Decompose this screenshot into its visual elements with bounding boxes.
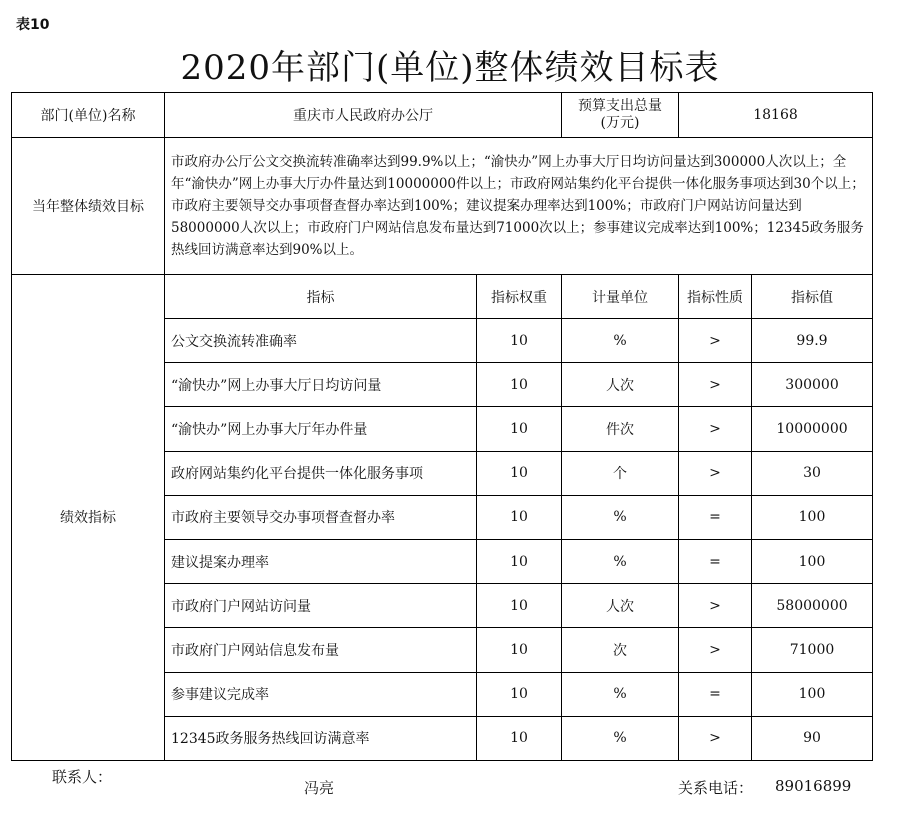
indicator-name: 市政府门户网站访问量 (165, 584, 477, 628)
header-nature: 指标性质 (679, 275, 752, 319)
performance-table (11, 92, 873, 761)
indicator-name: 参事建议完成率 (165, 672, 477, 716)
indicator-nature: > (679, 319, 752, 363)
indicator-weight: 10 (477, 451, 562, 495)
budget-label-line1: 预算支出总量 (578, 98, 662, 114)
indicator-value: 71000 (752, 628, 873, 672)
indicator-weight: 10 (477, 584, 562, 628)
indicator-unit: % (562, 716, 679, 760)
indicator-value: 30 (752, 451, 873, 495)
indicator-nature: = (679, 495, 752, 539)
indicator-header-row (12, 275, 873, 319)
indicator-weight: 10 (477, 628, 562, 672)
indicator-unit: % (562, 539, 679, 583)
indicator-name: “渝快办”网上办事大厅日均访问量 (165, 363, 477, 407)
indicator-weight: 10 (477, 672, 562, 716)
indicator-value: 90 (752, 716, 873, 760)
budget-label (562, 93, 679, 138)
goal-text: 市政府办公厅公文交换流转准确率达到99.9%以上；“渝快办”网上办事大厅日均访问量达到300000人次以上；全年“渝快办”网上办事大厅办件量达到10000000件以上；市政府网站集约化平台提供一体化服务事项达到30个以上；市政府主要领导交办事项督查督办率达到100%；建议提案办理率达到100%；市政府门户网站访问量达到58000000人次以上；市政府门户网站信息发布量达到71000次以上；参事建议完成率达到100%；12345政务服务热线回访满意率达到90%以上。 (165, 138, 873, 275)
phone-value: 89016899 (775, 777, 852, 795)
indicator-name: 公文交换流转准确率 (165, 319, 477, 363)
indicator-value: 10000000 (752, 407, 873, 451)
indicator-nature: > (679, 716, 752, 760)
indicator-nature: = (679, 539, 752, 583)
indicator-unit: % (562, 672, 679, 716)
goal-label: 当年整体绩效目标 (12, 138, 165, 275)
indicator-nature: > (679, 584, 752, 628)
indicator-value: 100 (752, 672, 873, 716)
indicator-nature: > (679, 407, 752, 451)
indicator-weight: 10 (477, 495, 562, 539)
dept-label: 部门(单位)名称 (12, 93, 165, 138)
table-number: 表10 (16, 17, 50, 33)
indicator-unit: 人次 (562, 584, 679, 628)
header-unit: 计量单位 (562, 275, 679, 319)
indicator-name: 市政府门户网站信息发布量 (165, 628, 477, 672)
indicator-weight: 10 (477, 319, 562, 363)
page-title: 2020年部门(单位)整体绩效目标表 (180, 48, 720, 88)
dept-row (12, 93, 873, 138)
indicator-nature: = (679, 672, 752, 716)
indicator-name: 建议提案办理率 (165, 539, 477, 583)
header-value: 指标值 (752, 275, 873, 319)
indicator-unit: 次 (562, 628, 679, 672)
indicator-name: 市政府主要领导交办事项督查督办率 (165, 495, 477, 539)
contact-label: 联系人： (52, 768, 113, 786)
indicator-nature: > (679, 363, 752, 407)
indicator-value: 300000 (752, 363, 873, 407)
header-weight: 指标权重 (477, 275, 562, 319)
indicator-unit: 件次 (562, 407, 679, 451)
indicator-weight: 10 (477, 363, 562, 407)
dept-name: 重庆市人民政府办公厅 (165, 93, 562, 138)
contact-name: 冯亮 (304, 779, 335, 797)
header-name: 指标 (165, 275, 477, 319)
indicator-unit: % (562, 495, 679, 539)
indicator-value: 100 (752, 495, 873, 539)
indicator-weight: 10 (477, 539, 562, 583)
indicator-unit: % (562, 319, 679, 363)
indicator-weight: 10 (477, 716, 562, 760)
indicator-weight: 10 (477, 407, 562, 451)
indicator-value: 58000000 (752, 584, 873, 628)
indicator-name: “渝快办”网上办事大厅年办件量 (165, 407, 477, 451)
indicator-section-label: 绩效指标 (12, 275, 165, 761)
goal-row (12, 138, 873, 275)
indicator-unit: 人次 (562, 363, 679, 407)
budget-label-line2: (万元) (600, 115, 640, 131)
indicator-nature: > (679, 451, 752, 495)
indicator-value: 99.9 (752, 319, 873, 363)
phone-label: 关系电话： (678, 779, 754, 797)
indicator-unit: 个 (562, 451, 679, 495)
indicator-name: 政府网站集约化平台提供一体化服务事项 (165, 451, 477, 495)
indicator-name: 12345政务服务热线回访满意率 (165, 716, 477, 760)
indicator-value: 100 (752, 539, 873, 583)
budget-value: 18168 (679, 93, 873, 138)
indicator-nature: > (679, 628, 752, 672)
